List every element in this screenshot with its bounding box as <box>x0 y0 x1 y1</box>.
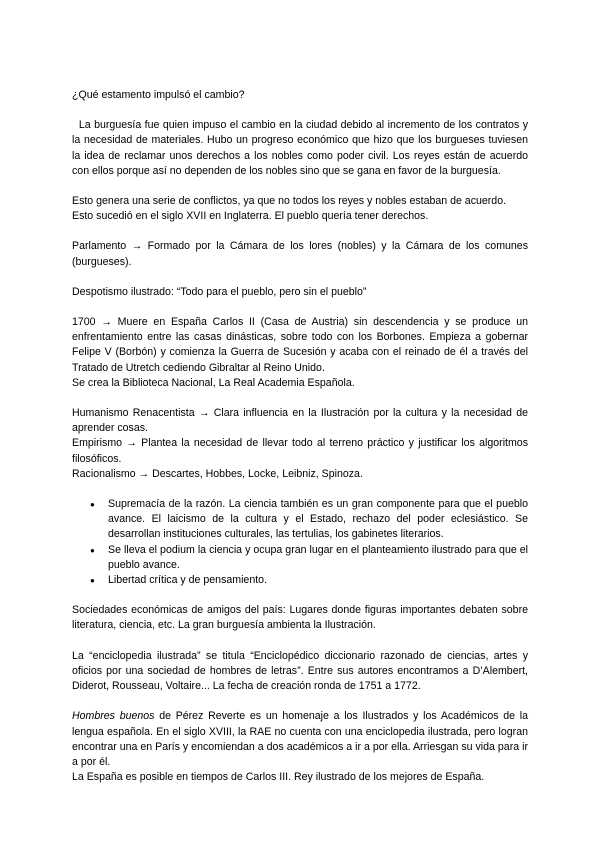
paragraph-1700: 1700 → Muere en España Carlos II (Casa de Austria) sin descendencia y se produce un enfrentamiento entre las casas dinásticas, sobre todo con los Borbones. Empieza a gobernar Felipe V (Borbón) y comienza la Guerra de Sucesión y acaba con el reinado de él a través del Tratado de Utretch cediendo Gibraltar al Reino Unido. <box>72 316 528 374</box>
paragraph-racionalismo: Racionalismo → Descartes, Hobbes, Locke, Leibniz, Spinoza. <box>72 467 363 480</box>
paragraph-enciclopedia: La “enciclopedia ilustrada” se titula “Enciclopédico diccionario razonado de ciencias, artes y oficios por una sociedad de hombres de letras”. Entre sus autores encontramos a D’Alembert, Diderot, Rousseau, Voltaire... La fecha de creación ronda de 1751 a 1772. <box>72 649 528 693</box>
list-item: ● Supremacía de la razón. La ciencia también es un gran componente para que el pueblo avance. El laicismo de la cultura y el Estado, rechazo del poder eclesiástico. Se desarrollan instituciones culturales, las tertulias, los gabinetes literarios. <box>108 497 528 543</box>
list-item: ● Libertad crítica y de pensamiento. <box>108 573 528 588</box>
book-title: Hombres buenos <box>72 710 155 723</box>
question-heading: ¿Qué estamento impulsó el cambio? <box>72 89 245 101</box>
bullet-list <box>72 497 528 588</box>
paragraph-hombres-buenos <box>72 709 528 770</box>
paragraph-burguesia-text: La burguesía fue quien impuso el cambio en la ciudad debido al incremento de los contratos y la necesidad de materiales. Hubo un progreso económico que hizo que los burgueses tuviesen la idea de reclamar unos derechos a los nobles como poder civil. Los reyes están de acuerdo con ellos porque así no dependen de los nobles sino que se gana en favor de la burguesía. <box>72 119 528 177</box>
list-item: ● Se lleva el podium la ciencia y ocupa gran lugar en el planteamiento ilustrado para que el pueblo avance. <box>108 543 528 573</box>
paragraph-humanismo: Humanismo Renacentista → Clara influencia en la Ilustración por la cultura y la necesidad de aprender cosas. <box>72 407 528 435</box>
paragraph-parlamento: Parlamento → Formado por la Cámara de los lores (nobles) y la Cámara de los comunes (burgueses). <box>72 240 528 268</box>
paragraph-siglo-xvii: Esto sucedió en el siglo XVII en Inglaterra. El pueblo quería tener derechos. <box>72 210 429 223</box>
paragraph-despotismo: Despotismo ilustrado: “Todo para el pueblo, pero sin el pueblo” <box>72 285 367 298</box>
paragraph-hombres-buenos-text: de Pérez Reverte es un homenaje a los Ilustrados y los Académicos de la lengua española. En el siglo XVIII, la RAE no cuenta con una enciclopedia ilustrada, pero logran encontrar una en París y encomiendan a dos académicos a ir a por ella. Arriesgan su vida para ir a por él. <box>72 710 528 768</box>
paragraph-empirismo: Empirismo → Plantea la necesidad de llevar todo al terreno práctico y justificar los algoritmos filosóficos. <box>72 437 528 465</box>
paragraph-sociedades: Sociedades económicas de amigos del país: Lugares donde figuras importantes debaten sobre literatura, ciencia, etc. La gran burguesía ambienta la Ilustración. <box>72 604 528 632</box>
paragraph-biblioteca: Se crea la Biblioteca Nacional, La Real Academia Española. <box>72 376 355 389</box>
paragraph-conflictos: Esto genera una serie de conflictos, ya que no todos los reyes y nobles estaban de acuerdo. <box>72 195 507 208</box>
paragraph-carlos-iii: La España es posible en tiempos de Carlos III. Rey ilustrado de los mejores de España. <box>72 771 485 784</box>
paragraph-burguesia <box>72 118 528 179</box>
